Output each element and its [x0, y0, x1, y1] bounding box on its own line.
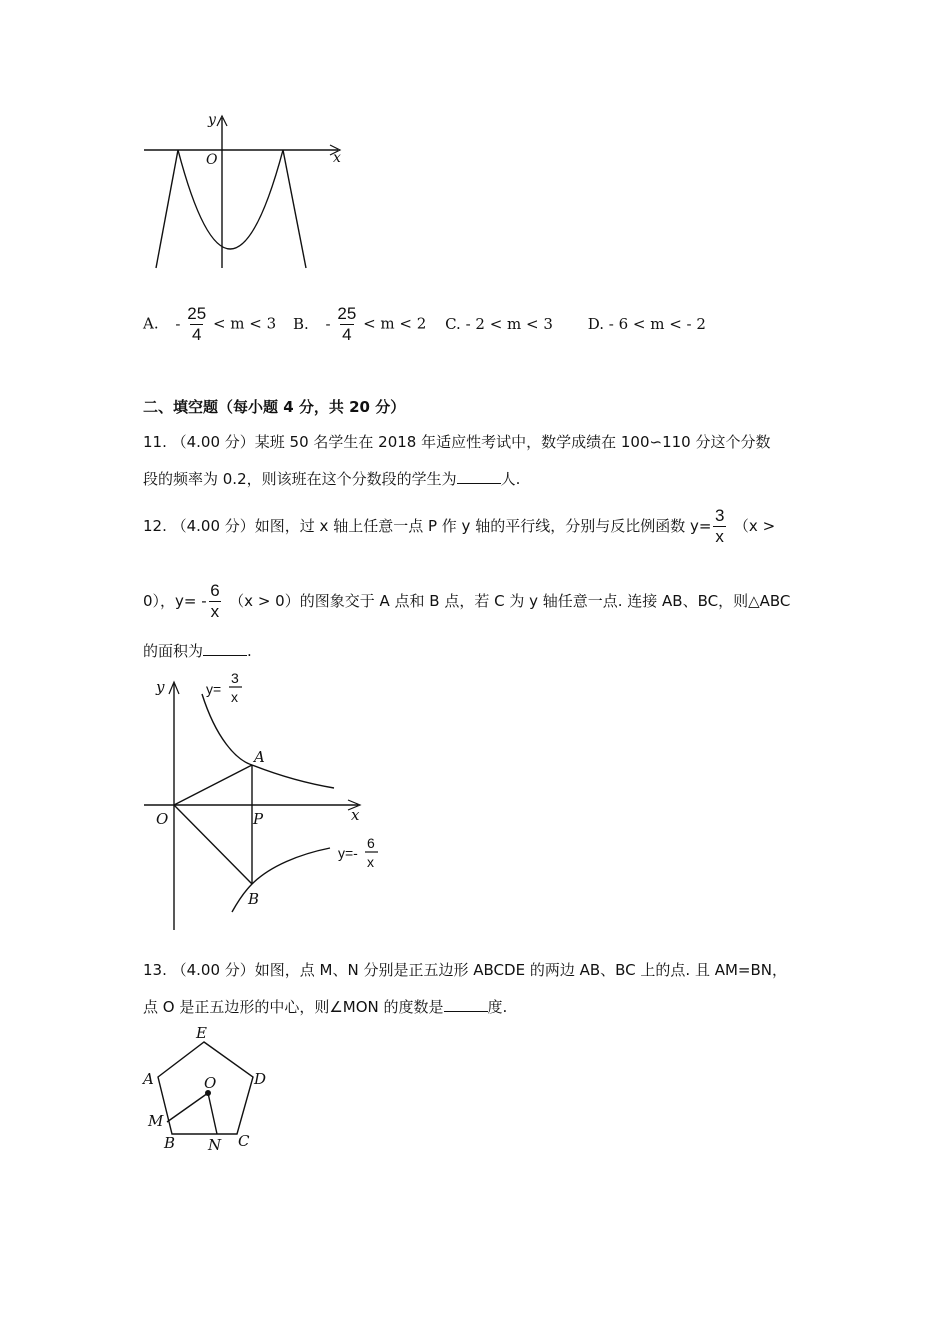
fig3-point-a: A — [143, 1070, 154, 1088]
q12-line-3-end: . — [247, 642, 252, 660]
q13-line-2-end: 度. — [487, 998, 508, 1016]
fig1-origin-label: O — [206, 152, 218, 168]
option-b-numerator: 25 — [337, 304, 357, 323]
q13-line-2-text: 点 O 是正五边形的中心，则∠MON 的度数是 — [143, 998, 444, 1016]
fig1-y-label: y — [208, 112, 216, 128]
figure-parabola-graph — [140, 108, 350, 278]
option-b-minus: - — [325, 314, 331, 333]
option-a-denominator: 4 — [191, 325, 202, 344]
q12-line-2 — [143, 581, 790, 622]
q11-line-2-text: 段的频率为 0.2，则该班在这个分数段的学生为 — [143, 470, 457, 488]
option-a-fraction — [187, 304, 206, 345]
q12-line-3 — [143, 641, 252, 661]
fig3-point-o: O — [204, 1074, 217, 1092]
fig3-point-b: B — [164, 1134, 176, 1152]
fig3-point-n: N — [208, 1136, 222, 1154]
q11-answer-blank — [457, 469, 501, 484]
q12-line-1-end: （x > — [733, 517, 776, 535]
q12-fraction-2 — [209, 581, 222, 622]
fig2-y-label: y — [156, 678, 165, 696]
option-b-range: < m < 2 — [363, 314, 427, 333]
q12-fraction-2-den: x — [210, 602, 220, 621]
q10-options — [143, 304, 706, 345]
q11-line-1: 11. （4.00 分）某班 50 名学生在 2018 年适应性考试中，数学成绩在 100∽110 分这个分数 — [143, 433, 771, 451]
fig2-point-p: P — [253, 810, 264, 828]
fig2-curve2-den: x — [367, 854, 374, 870]
q12-line-3-text: 的面积为 — [143, 642, 204, 660]
q12-fraction-1-num: 3 — [714, 506, 725, 525]
fig3-point-c: C — [238, 1132, 250, 1150]
q13-answer-blank — [444, 997, 488, 1012]
q13-line-1: 13. （4.00 分）如图，点 M、N 分别是正五边形 ABCDE 的两边 AB、BC 上的点. 且 AM=BN， — [143, 961, 787, 979]
fig2-curve1-num: 3 — [231, 670, 239, 686]
fig2-curve2-num: 6 — [367, 835, 375, 851]
figure-reciprocal-graph — [140, 668, 390, 933]
q12-line-1-text: 12. （4.00 分）如图，过 x 轴上任意一点 P 作 y 轴的平行线，分别与反比例函数 y= — [143, 517, 712, 535]
option-c: C. - 2 < m < 3 — [445, 314, 553, 333]
q11-line-2-end: 人. — [500, 470, 521, 488]
section-2-title: 二、填空题（每小题 4 分，共 20 分） — [143, 398, 406, 416]
fig2-point-b: B — [248, 890, 260, 908]
q11-line-2 — [143, 469, 520, 489]
q13-line-2 — [143, 997, 507, 1017]
q12-fraction-1-den: x — [715, 527, 724, 546]
q12-line-2-end: （x > 0）的图象交于 A 点和 B 点，若 C 为 y 轴任意一点. 连接 AB、BC，则△ABC — [229, 592, 791, 610]
fig2-x-label: x — [351, 806, 360, 824]
figure-pentagon — [140, 1022, 280, 1157]
q12-fraction-2-num: 6 — [210, 581, 220, 600]
fig3-point-d: D — [254, 1070, 267, 1088]
fig2-curve1-den: x — [231, 689, 238, 705]
fig2-origin-label: O — [156, 810, 169, 828]
option-b-denominator: 4 — [342, 325, 352, 344]
q12-line-2-text: 0），y= - — [143, 592, 207, 610]
q12-fraction-1 — [713, 506, 726, 547]
q12-line-1 — [143, 506, 775, 547]
fig2-curve1-prefix: y= — [206, 681, 222, 697]
fig1-x-label: x — [333, 150, 341, 166]
option-a-numerator: 25 — [187, 304, 207, 323]
option-a-minus: - — [175, 314, 181, 333]
option-a-range: < m < 3 — [212, 314, 277, 333]
fig3-point-e: E — [196, 1024, 207, 1042]
option-b-fraction — [337, 304, 356, 345]
option-d: D. - 6 < m < - 2 — [587, 314, 706, 333]
fig2-curve2-prefix: y=- — [338, 845, 358, 861]
q12-answer-blank — [203, 641, 247, 656]
option-a-label: A. — [143, 314, 159, 333]
fig2-point-a: A — [254, 748, 265, 766]
option-b-label: B. — [292, 314, 309, 333]
fig3-point-m: M — [148, 1112, 164, 1130]
